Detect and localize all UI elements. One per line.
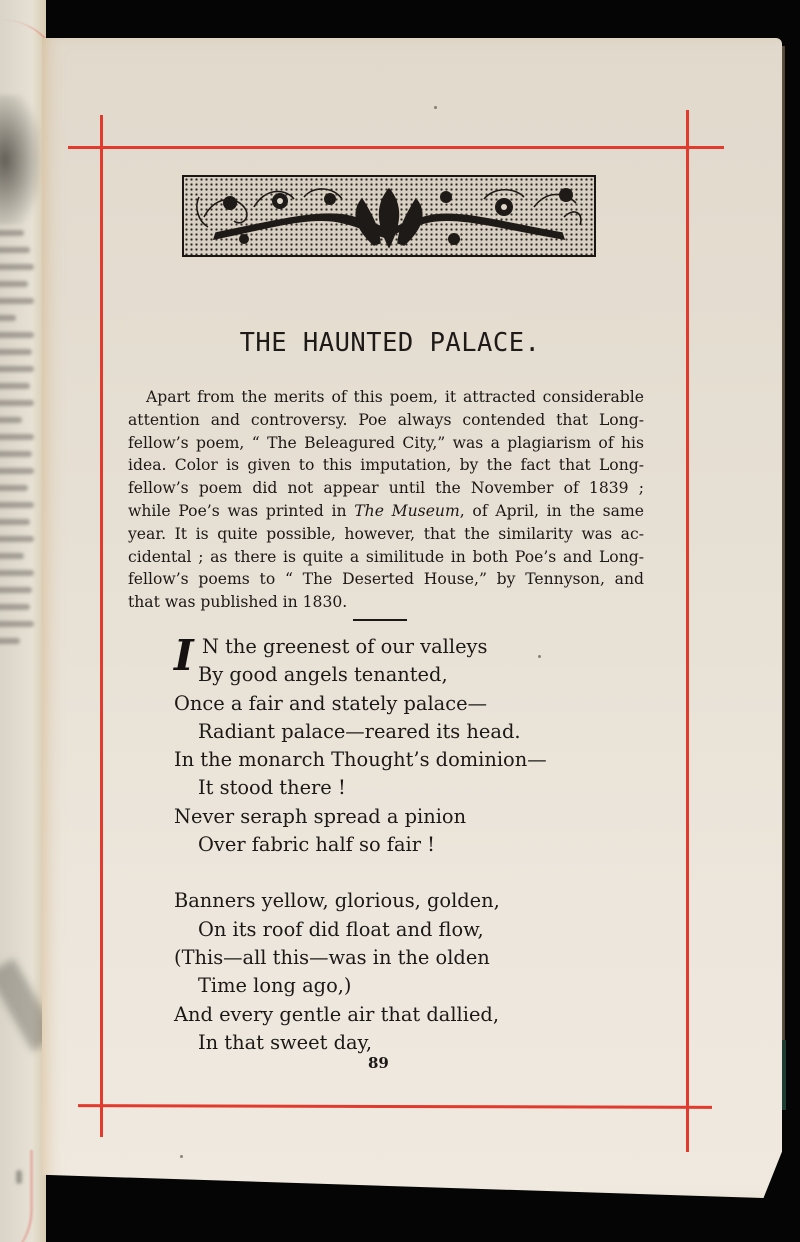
poem-line: By good angels tenanted, xyxy=(198,663,448,687)
intro-line: idea. Color is given to this imputation, by the fact that Long- xyxy=(128,456,644,475)
intro-line: cidental ; as there is quite a similitude in both Poe’s and Long- xyxy=(128,547,644,566)
poem-line: Banners yellow, glorious, golden, xyxy=(174,889,500,913)
section-divider xyxy=(353,619,407,621)
red-frame-curve-bottom xyxy=(0,1150,33,1242)
blurred-flourish xyxy=(0,959,46,1052)
poem-line: And every gentle air that dallied, xyxy=(174,1002,499,1026)
page-number: 89 xyxy=(368,1054,389,1072)
poem-line: On its roof did float and flow, xyxy=(198,917,484,941)
intro-line: that was published in 1830. xyxy=(128,593,348,612)
blurred-text-lines xyxy=(0,230,38,655)
poem-line: Radiant palace—reared its head. xyxy=(198,719,521,743)
poem-line: (This—all this—was in the olden xyxy=(174,945,490,969)
frame-rule-left xyxy=(100,115,103,1137)
intro-text: , of April, in the same xyxy=(459,501,644,520)
poem-line: Once a fair and stately palace— xyxy=(174,691,487,715)
paper-speck xyxy=(434,106,437,109)
poem-line: Over fabric half so fair ! xyxy=(198,833,435,857)
intro-paragraph xyxy=(128,386,644,614)
intro-line: fellow’s poems to “ The Deserted House,” by Tennyson, and xyxy=(128,570,644,589)
poem-line: It stood there ! xyxy=(198,776,346,800)
intro-line: fellow’s poem did not appear until the November of 1839 ; xyxy=(128,479,644,498)
poem-line: Time long ago,) xyxy=(198,974,352,998)
intro-line xyxy=(128,500,644,523)
poem xyxy=(174,633,594,1085)
facing-page-left xyxy=(0,0,46,1242)
paper-speck xyxy=(180,1155,183,1158)
intro-line: Apart from the merits of this poem, it attracted considerable xyxy=(146,388,644,406)
intro-line: attention and controversy. Poe always contended that Long- xyxy=(128,410,644,429)
poem-line: In the monarch Thought’s dominion— xyxy=(174,748,547,772)
intro-line: year. It is quite possible, however, that the similarity was ac- xyxy=(128,524,644,543)
poem-line: Never seraph spread a pinion xyxy=(174,804,467,828)
page-title: THE HAUNTED PALACE. xyxy=(239,328,541,358)
intro-line: fellow’s poem, “ The Beleagured City,” was a plagiarism of his xyxy=(128,433,644,452)
frame-rule-top xyxy=(68,146,724,149)
blurred-ornament xyxy=(0,95,40,225)
floral-headpiece-icon xyxy=(182,175,596,257)
frame-rule-right xyxy=(686,110,689,1152)
poem-line-text: N the greenest of our valleys xyxy=(202,635,488,658)
drop-cap: I xyxy=(174,631,194,680)
stanza-1 xyxy=(174,633,594,859)
intro-italic-title: The Museum xyxy=(354,501,460,520)
poem-line: In that sweet day, xyxy=(198,1030,373,1054)
stanza-2 xyxy=(174,887,594,1057)
paper-speck xyxy=(538,655,541,658)
intro-text: while Poe’s was printed in xyxy=(128,501,355,520)
